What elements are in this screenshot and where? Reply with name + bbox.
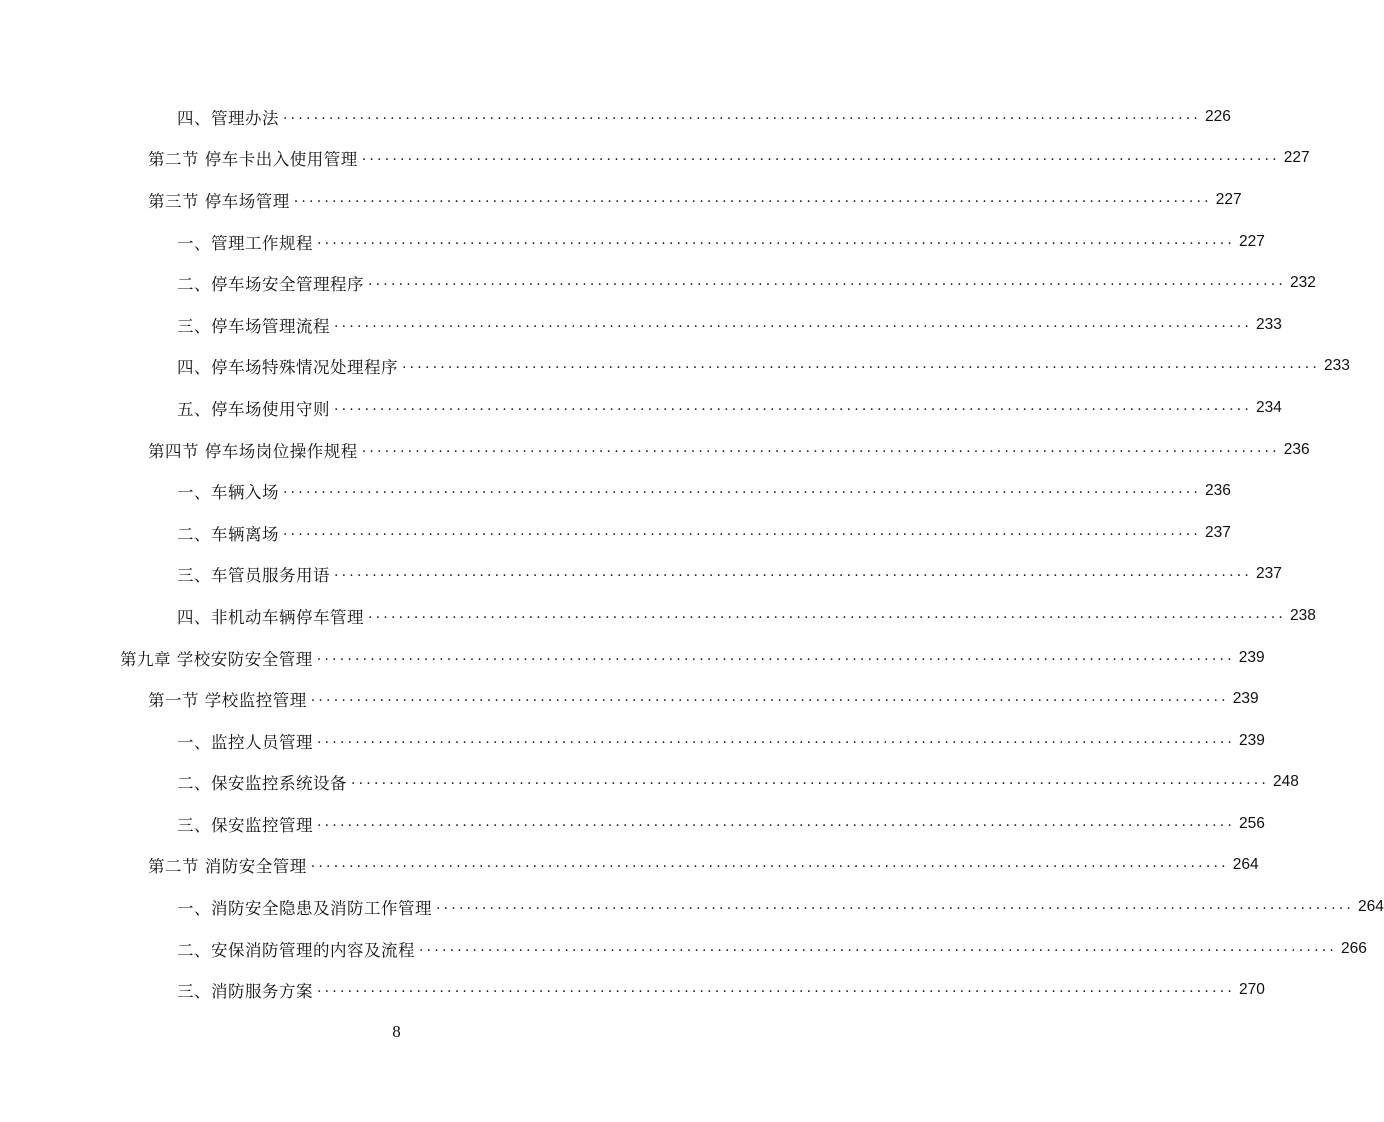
toc-entry-title: 三、保安监控管理 — [177, 815, 313, 835]
toc-entry-title: 四、非机动车辆停车管理 — [177, 607, 364, 627]
toc-entry-title: 四、管理办法 — [177, 108, 279, 128]
toc-entry-title: 第九章 学校安防安全管理 — [120, 649, 313, 669]
toc-entry-page: 233 — [1324, 357, 1350, 375]
toc-entry-page: 239 — [1239, 731, 1265, 749]
toc-entry-page: 238 — [1290, 606, 1316, 624]
toc-dot-leader: ........................................................................................................................ — [361, 148, 1280, 165]
toc-dot-leader: ........................................................................................................................ — [283, 106, 1202, 123]
toc-dot-leader: ........................................................................................................................ — [310, 689, 1229, 706]
toc-dot-leader: ........................................................................................................................ — [334, 397, 1253, 414]
toc-dot-leader: ........................................................................................................................ — [334, 314, 1253, 331]
toc-dot-leader: ........................................................................................................................ — [317, 231, 1236, 248]
toc-entry-page: 233 — [1256, 315, 1282, 333]
toc-entry-title: 三、消防服务方案 — [177, 982, 313, 1002]
toc-entry[interactable] — [0, 96, 1231, 138]
toc-entry[interactable] — [0, 262, 1316, 304]
toc-entry-page: 227 — [1283, 149, 1310, 167]
toc-entry[interactable] — [0, 554, 1282, 596]
toc-entry-title: 第二节 消防安全管理 — [148, 857, 307, 877]
toc-dot-leader: ........................................................................................................................ — [436, 897, 1355, 914]
toc-entry-page: 248 — [1273, 773, 1299, 791]
toc-entry-title: 第二节 停车卡出入使用管理 — [148, 150, 358, 170]
toc-entry-page: 264 — [1358, 898, 1384, 916]
toc-entry-page: 239 — [1232, 690, 1259, 708]
toc-entry-page: 234 — [1256, 398, 1282, 416]
toc-entry-page: 270 — [1239, 981, 1265, 999]
toc-entry-page: 266 — [1341, 939, 1367, 957]
toc-entry[interactable] — [0, 221, 1265, 263]
toc-entry-page: 236 — [1283, 440, 1310, 458]
toc-entry-page: 226 — [1205, 107, 1231, 125]
toc-entry[interactable] — [0, 637, 1265, 679]
toc-dot-leader: ........................................................................................................................ — [316, 647, 1235, 664]
toc-dot-leader: ........................................................................................................................ — [293, 189, 1212, 206]
toc-entry-title: 第一节 学校监控管理 — [148, 691, 307, 711]
toc-dot-leader: ........................................................................................................................ — [283, 522, 1202, 539]
toc-dot-leader: ........................................................................................................................ — [361, 439, 1280, 456]
toc-entry-title: 一、消防安全隐患及消防工作管理 — [177, 899, 432, 919]
toc-entry-title: 三、车管员服务用语 — [177, 566, 330, 586]
toc-entry[interactable] — [0, 595, 1316, 637]
toc-entry-title: 二、停车场安全管理程序 — [177, 275, 364, 295]
page-number: 8 — [392, 1022, 401, 1041]
toc-dot-leader: ........................................................................................................................ — [368, 605, 1287, 622]
toc-dot-leader: ........................................................................................................................ — [310, 855, 1229, 872]
toc-dot-leader: ........................................................................................................................ — [351, 772, 1270, 789]
toc-entry[interactable] — [0, 678, 1259, 720]
toc-dot-leader: ........................................................................................................................ — [283, 481, 1202, 498]
toc-dot-leader: ........................................................................................................................ — [402, 356, 1321, 373]
toc-entry-page: 239 — [1238, 648, 1265, 666]
toc-entry-title: 三、停车场管理流程 — [177, 316, 330, 336]
toc-entry-page: 264 — [1232, 856, 1259, 874]
toc-entry-title: 二、车辆离场 — [177, 524, 279, 544]
toc-dot-leader: ........................................................................................................................ — [317, 730, 1236, 747]
toc-entry-title: 五、停车场使用守则 — [177, 399, 330, 419]
toc-entry[interactable] — [0, 512, 1231, 554]
toc-entry[interactable] — [0, 387, 1282, 429]
toc-entry-page: 227 — [1215, 190, 1242, 208]
toc-entry-page: 232 — [1290, 274, 1316, 292]
toc-entry-page: 236 — [1205, 482, 1231, 500]
toc-entry[interactable] — [0, 720, 1265, 762]
toc-entry[interactable] — [0, 470, 1231, 512]
toc-entry[interactable] — [0, 179, 1242, 221]
toc-entry-title: 四、停车场特殊情况处理程序 — [177, 358, 398, 378]
toc-entry-title: 第三节 停车场管理 — [148, 191, 290, 211]
toc-entry-title: 一、车辆入场 — [177, 483, 279, 503]
toc-entry[interactable] — [0, 928, 1367, 970]
toc-entry[interactable] — [0, 762, 1299, 804]
toc-entry[interactable] — [0, 304, 1282, 346]
toc-entry-page: 227 — [1239, 232, 1265, 250]
toc-entry[interactable] — [0, 138, 1310, 180]
toc-entry[interactable] — [0, 845, 1259, 887]
toc-dot-leader: ........................................................................................................................ — [368, 273, 1287, 290]
toc-entry-page: 237 — [1205, 523, 1231, 541]
toc-entry-title: 一、管理工作规程 — [177, 233, 313, 253]
toc-entry-title: 第四节 停车场岗位操作规程 — [148, 441, 358, 461]
toc-dot-leader: ........................................................................................................................ — [317, 980, 1236, 997]
toc-dot-leader: ........................................................................................................................ — [419, 938, 1338, 955]
toc-entry[interactable] — [0, 346, 1350, 388]
toc-entry[interactable] — [0, 886, 1384, 928]
toc-entry-title: 二、安保消防管理的内容及流程 — [177, 940, 415, 960]
toc-entry-title: 一、监控人员管理 — [177, 732, 313, 752]
toc-entry[interactable] — [0, 429, 1310, 471]
toc-dot-leader: ........................................................................................................................ — [317, 813, 1236, 830]
toc-entry[interactable] — [0, 803, 1265, 845]
toc-entry[interactable] — [0, 969, 1265, 1011]
toc-dot-leader: ........................................................................................................................ — [334, 564, 1253, 581]
table-of-contents — [0, 96, 1384, 1011]
toc-entry-page: 237 — [1256, 565, 1282, 583]
toc-entry-page: 256 — [1239, 814, 1265, 832]
toc-entry-title: 二、保安监控系统设备 — [177, 774, 347, 794]
